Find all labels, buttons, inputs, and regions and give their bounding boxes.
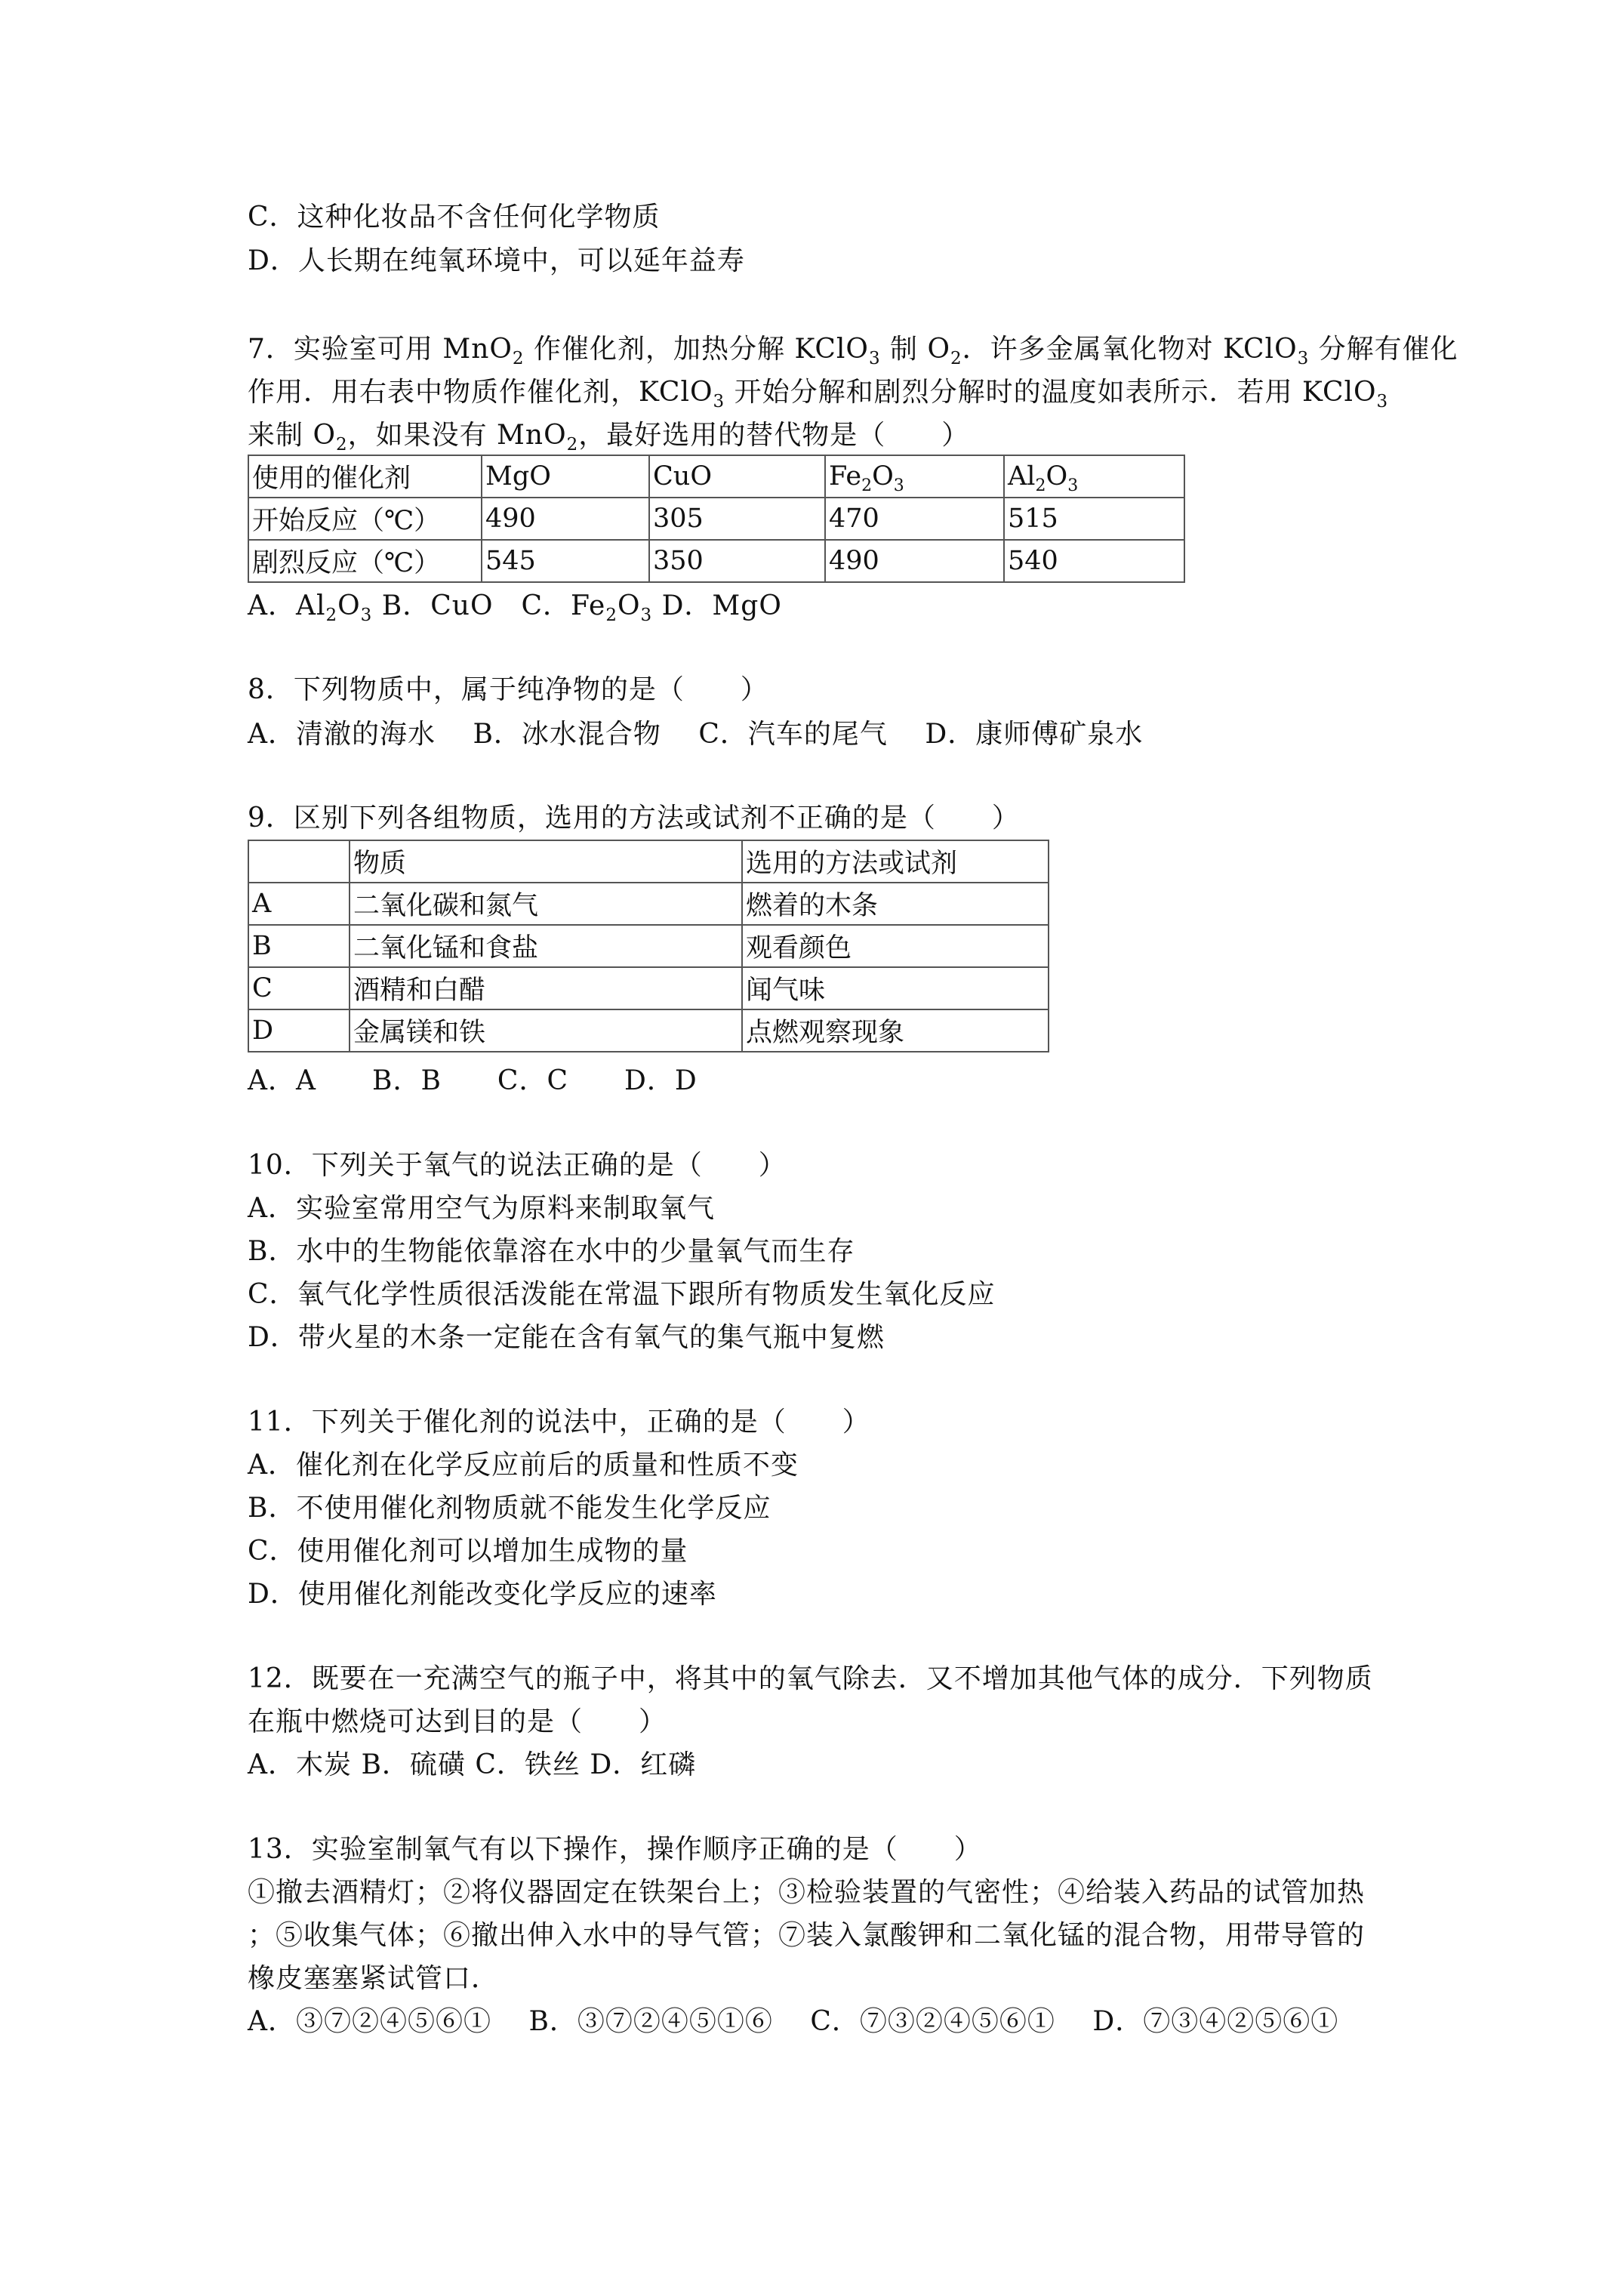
q12-stem-line-1: 12．既要在一充满空气的瓶子中，将其中的氧气除去．又不增加其他气体的成分．下列物质 (248, 1663, 1373, 1694)
table-cell: C (248, 967, 350, 1009)
q13-body-line-3: 橡皮塞塞紧试管口． (248, 1963, 500, 1994)
q6-option-c: C．这种化妆品不含任何化学物质 (248, 202, 661, 233)
q11-option-d: D．使用催化剂能改变化学反应的速率 (248, 1579, 717, 1610)
table-header-cell: $Al_2O_3$ (1004, 455, 1184, 498)
table-cell: 515 (1004, 498, 1184, 540)
table-row (248, 1009, 1049, 1052)
table-cell: 490 (482, 498, 649, 540)
q9-options: A．A B．B C．C D．D (248, 1065, 698, 1096)
table-cell: 540 (1004, 540, 1184, 582)
q9-table (248, 840, 1049, 1052)
q7-stem-line-1: 7．实验室可用 MnO$_2$ 作催化剂，加热分解 KClO$_3$ 制 $O_2$．许多金属氧化物对 KClO$_3$ 分解有催化 (248, 334, 1458, 368)
q7-stem-line-2: 作用．用右表中物质作催化剂，KClO$_3$ 开始分解和剧烈分解时的温度如表所示．若用 KClO$_3$ (248, 377, 1389, 411)
table-cell: 点燃观察现象 (742, 1009, 1049, 1052)
table-cell: 545 (482, 540, 649, 582)
table-header-cell: CuO (649, 455, 825, 498)
q9-stem: 9．区别下列各组物质，选用的方法或试剂不正确的是（ ） (248, 803, 1020, 834)
q10-stem: 10．下列关于氧气的说法正确的是（ ） (248, 1150, 787, 1181)
table-cell: 二氧化锰和食盐 (350, 925, 742, 967)
q13-body-line-2: ；⑤收集气体；⑥撤出伸入水中的导气管；⑦装入氯酸钾和二氧化锰的混合物，用带导管的 (248, 1920, 1366, 1951)
q10-option-b: B．水中的生物能依靠溶在水中的少量氧气而生存 (248, 1236, 855, 1267)
table-row (248, 967, 1049, 1009)
table-cell: 观看颜色 (742, 925, 1049, 967)
table-cell: 470 (825, 498, 1004, 540)
table-header-cell (248, 840, 350, 883)
table-cell: 350 (649, 540, 825, 582)
table-row (248, 883, 1049, 925)
q11-option-c: C．使用催化剂可以增加生成物的量 (248, 1536, 688, 1567)
q10-option-c: C．氧气化学性质很活泼能在常温下跟所有物质发生氧化反应 (248, 1279, 996, 1310)
table-cell: 燃着的木条 (742, 883, 1049, 925)
q13-body-line-1: ①撤去酒精灯；②将仪器固定在铁架台上；③检验装置的气密性；④给装入药品的试管加热 (248, 1877, 1366, 1908)
table-cell: 开始反应（℃） (248, 498, 482, 540)
table-row (248, 455, 1184, 498)
q11-option-a: A．催化剂在化学反应前后的质量和性质不变 (248, 1450, 799, 1481)
table-cell: 305 (649, 498, 825, 540)
table-cell: A (248, 883, 350, 925)
q13-options: A．③⑦②④⑤⑥① B．③⑦②④⑤①⑥ C．⑦③②④⑤⑥① D．⑦③④②⑤⑥① (248, 2006, 1339, 2037)
q12-stem-line-2: 在瓶中燃烧可达到目的是（ ） (248, 1706, 667, 1737)
table-cell: 闻气味 (742, 967, 1049, 1009)
table-header-cell: $Fe_2O_3$ (825, 455, 1004, 498)
q8-stem: 8．下列物质中，属于纯净物的是（ ） (248, 674, 768, 705)
q10-option-a: A．实验室常用空气为原料来制取氧气 (248, 1193, 715, 1224)
table-row (248, 925, 1049, 967)
table-cell: B (248, 925, 350, 967)
q8-options: A．清澈的海水 B．冰水混合物 C．汽车的尾气 D．康师傅矿泉水 (248, 719, 1144, 750)
table-cell: D (248, 1009, 350, 1052)
table-cell: 金属镁和铁 (350, 1009, 742, 1052)
table-cell: 酒精和白醋 (350, 967, 742, 1009)
q11-option-b: B．不使用催化剂物质就不能发生化学反应 (248, 1493, 771, 1524)
table-row (248, 540, 1184, 582)
table-cell: 490 (825, 540, 1004, 582)
q7-stem-line-3: 来制 $O_2$，如果没有 MnO$_2$，最好选用的替代物是（ ） (248, 420, 970, 455)
table-row (248, 840, 1049, 883)
q7-catalyst-table (248, 455, 1185, 583)
table-cell: 剧烈反应（℃） (248, 540, 482, 582)
table-cell: 二氧化碳和氮气 (350, 883, 742, 925)
table-header-cell: 使用的催化剂 (248, 455, 482, 498)
table-header-cell: 物质 (350, 840, 742, 883)
table-header-cell: 选用的方法或试剂 (742, 840, 1049, 883)
table-row (248, 498, 1184, 540)
q6-option-d: D．人长期在纯氧环境中，可以延年益寿 (248, 245, 745, 276)
table-header-cell: MgO (482, 455, 649, 498)
q7-options: A．$Al_2O_3$ B．CuO C．$Fe_2O_3$ D．MgO (248, 590, 782, 625)
q11-stem: 11．下列关于催化剂的说法中，正确的是（ ） (248, 1407, 870, 1438)
q13-stem: 13．实验室制氧气有以下操作，操作顺序正确的是（ ） (248, 1834, 982, 1865)
q10-option-d: D．带火星的木条一定能在含有氧气的集气瓶中复燃 (248, 1322, 885, 1353)
q12-options: A．木炭 B．硫磺 C．铁丝 D．红磷 (248, 1749, 697, 1780)
